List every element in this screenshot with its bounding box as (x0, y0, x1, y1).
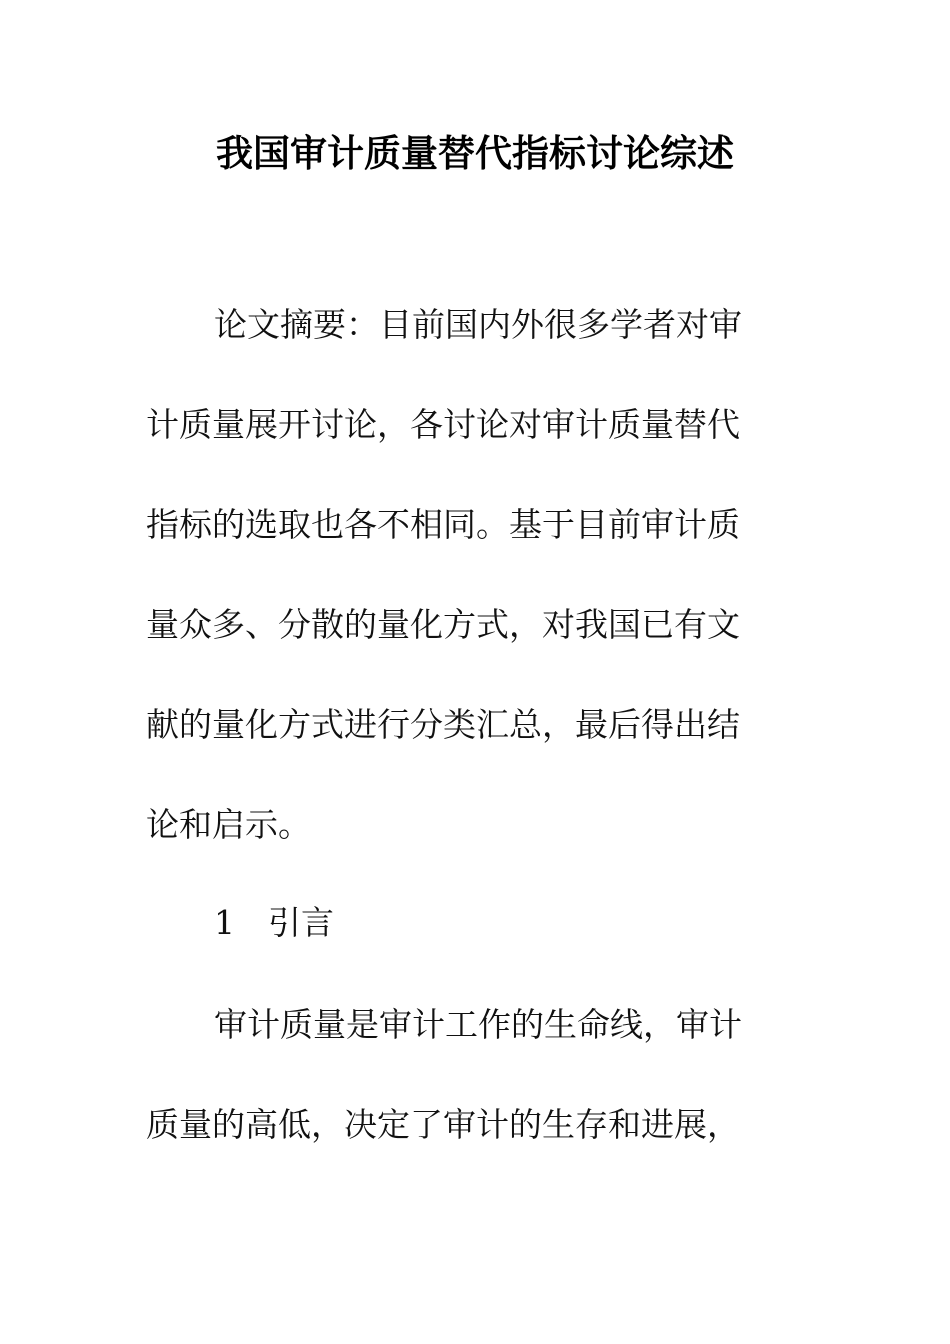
section-heading: 引言 (268, 903, 334, 942)
body-line-1: 审计质量是审计工作的生命线，审计 (214, 1005, 742, 1044)
abstract-line-6: 论和启示。 (146, 805, 311, 844)
abstract-line-2: 计质量展开讨论，各讨论对审计质量替代 (146, 405, 740, 444)
abstract-line-5: 献的量化方式进行分类汇总，最后得出结 (146, 705, 740, 744)
abstract-line-4: 量众多、分散的量化方式，对我国已有文 (146, 605, 740, 644)
abstract-line-3: 指标的选取也各不相同。基于目前审计质 (146, 505, 740, 544)
section-number: 1 (214, 903, 235, 942)
document-title: 我国审计质量替代指标讨论综述 (216, 132, 734, 175)
body-line-2: 质量的高低，决定了审计的生存和进展， (146, 1105, 740, 1144)
abstract-line-1: 论文摘要：目前国内外很多学者对审 (214, 305, 742, 344)
